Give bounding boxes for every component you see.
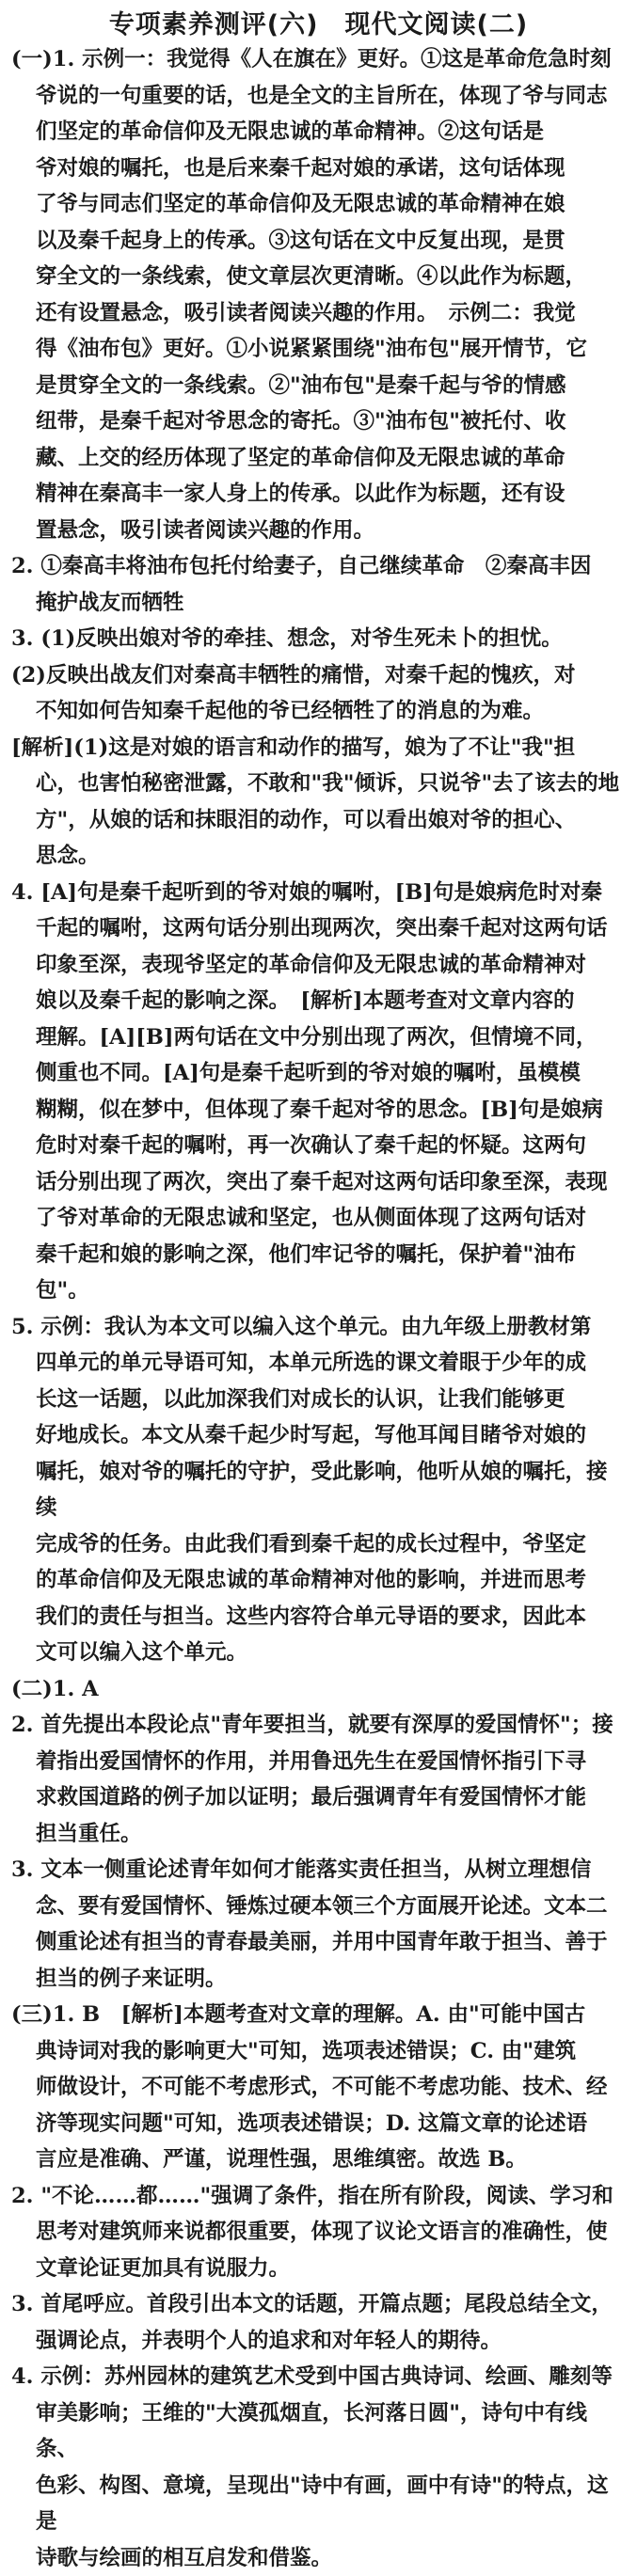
answer-line: 还有设置悬念，吸引读者阅读兴趣的作用。 示例二：我觉 (11, 295, 625, 332)
answer-line: (三)1. B [解析]本题考查对文章的理解。A. 由"可能中国古 (11, 1997, 625, 2033)
answer-block (11, 2286, 625, 2359)
answer-block (11, 548, 625, 621)
answer-line: 诗歌与绘画的相互启发和借鉴。 (11, 2540, 625, 2576)
answer-block (11, 2178, 625, 2287)
answer-line: 担当重任。 (11, 1816, 625, 1853)
answer-line: 嘱托，娘对爷的嘱托的守护，受此影响，他听从娘的嘱托，接续 (11, 1454, 625, 1526)
answer-line: 侧重也不同。[A]句是秦千起听到的爷对娘的嘱咐，虽模模 (11, 1055, 625, 1092)
answer-line: 印象至深，表现爷坚定的革命信仰及无限忠诚的革命精神对 (11, 947, 625, 984)
answer-line: 求救国道路的例子加以证明；最后强调青年有爱国情怀才能 (11, 1779, 625, 1816)
answer-line: 了爷对革命的无限忠诚和坚定，也从侧面体现了这两句话对 (11, 1200, 625, 1237)
answer-line: 的革命信仰及无限忠诚的革命精神对他的影响，并进而思考 (11, 1562, 625, 1599)
answer-line: (二)1. A (11, 1671, 625, 1708)
answer-line: 强调论点，并表明个人的追求和对年轻人的期待。 (11, 2323, 625, 2360)
answer-line: 话分别出现了两次，突出了秦千起对这两句话印象至深，表现 (11, 1164, 625, 1201)
answer-block (11, 730, 625, 875)
answer-line: 济等现实问题"可知，选项表述错误；D. 这篇文章的论述语 (11, 2106, 625, 2142)
answer-block (11, 1671, 625, 1708)
answer-block (11, 1707, 625, 1852)
answer-line: 担当的例子来证明。 (11, 1961, 625, 1998)
answer-line: 3. (1)反映出娘对爷的牵挂、想念，对爷生死未卜的担忧。 (11, 621, 625, 657)
answer-line: 千起的嘱咐，这两句话分别出现两次，突出秦千起对这两句话 (11, 910, 625, 947)
answer-line: 5. 示例：我认为本文可以编入这个单元。由九年级上册教材第 (11, 1309, 625, 1346)
answer-line: 糊糊，似在梦中，但体现了秦千起对爷的思念。[B]句是娘病 (11, 1092, 625, 1129)
answer-block (11, 41, 625, 548)
answer-block (11, 621, 625, 730)
answer-line: 审美影响；王维的"大漠孤烟直，长河落日圆"，诗句中有线条、 (11, 2395, 625, 2468)
answer-line: 理解。[A][B]两句话在文中分别出现了两次，但情境不同， (11, 1019, 625, 1056)
answer-line: 不知如何告知秦千起他的爷已经牺牲了的消息的为难。 (11, 693, 625, 730)
answer-line: 思考对建筑师来说都很重要，体现了议论文语言的准确性，使 (11, 2214, 625, 2251)
page-title: 专项素养测评(六) 现代文阅读(二) (0, 4, 637, 40)
answer-line: 秦千起和娘的影响之深，他们牢记爷的嘱托，保护着"油布包"。 (11, 1237, 625, 1309)
answer-line: 置悬念，吸引读者阅读兴趣的作用。 (11, 513, 625, 549)
answer-line: 穿全文的一条线索，使文章层次更清晰。④以此作为标题， (11, 259, 625, 295)
answer-line: 是贯穿全文的一条线索。②"油布包"是秦千起与爷的情感 (11, 368, 625, 404)
answer-line: 心，也害怕秘密泄露，不敢和"我"倾诉，只说爷"去了该去的地 (11, 766, 625, 802)
answer-line: 藏、上交的经历体现了坚定的革命信仰及无限忠诚的革命 (11, 440, 625, 477)
answer-line: 爷说的一句重要的话，也是全文的主旨所在，体现了爷与同志 (11, 78, 625, 115)
answer-block (11, 2359, 625, 2576)
answer-line: 2. "不论……都……"强调了条件，指在所有阶段，阅读、学习和 (11, 2178, 625, 2215)
answer-line: 3. 首尾呼应。首段引出本文的话题，开篇点题；尾段总结全文， (11, 2286, 625, 2323)
answer-line: 娘以及秦千起的影响之深。 [解析]本题考查对文章内容的 (11, 983, 625, 1019)
answer-content (11, 41, 625, 2576)
answer-line: 着指出爱国情怀的作用，并用鲁迅先生在爱国情怀指引下寻 (11, 1744, 625, 1780)
answer-block (11, 1309, 625, 1671)
answer-line: 典诗词对我的影响更大"可知，选项表述错误；C. 由"建筑 (11, 2033, 625, 2070)
answer-line: 了爷与同志们坚定的革命信仰及无限忠诚的革命精神在娘 (11, 186, 625, 223)
answer-line: 师做设计，不可能不考虑形式，不可能不考虑功能、技术、经 (11, 2069, 625, 2106)
answer-block (11, 875, 625, 1309)
answer-line: 文可以编入这个单元。 (11, 1635, 625, 1671)
answer-block (11, 1997, 625, 2178)
answer-line: (2)反映出战友们对秦高丰牺牲的痛惜，对秦千起的愧疚，对 (11, 657, 625, 694)
answer-line: 念、要有爱国情怀、锤炼过硬本领三个方面展开论述。文本二 (11, 1889, 625, 1925)
answer-line: [解析](1)这是对娘的语言和动作的描写，娘为了不让"我"担 (11, 730, 625, 766)
answer-line: 色彩、构图、意境，呈现出"诗中有画，画中有诗"的特点，这是 (11, 2468, 625, 2540)
answer-line: 完成爷的任务。由此我们看到秦千起的成长过程中，爷坚定 (11, 1526, 625, 1563)
answer-line: 精神在秦高丰一家人身上的传承。以此作为标题，还有设 (11, 476, 625, 513)
answer-line: (一)1. 示例一：我觉得《人在旗在》更好。①这是革命危急时刻 (11, 41, 625, 78)
answer-line: 我们的责任与担当。这些内容符合单元导语的要求，因此本 (11, 1599, 625, 1636)
answer-line: 四单元的单元导语可知，本单元所选的课文着眼于少年的成 (11, 1345, 625, 1382)
answer-block (11, 1852, 625, 1997)
answer-line: 危时对秦千起的嘱咐，再一次确认了秦千起的怀疑。这两句 (11, 1128, 625, 1164)
answer-line: 4. [A]句是秦千起听到的爷对娘的嘱咐，[B]句是娘病危时对秦 (11, 875, 625, 911)
answer-line: 文章论证更加具有说服力。 (11, 2251, 625, 2287)
answer-line: 长这一话题，以此加深我们对成长的认识，让我们能够更 (11, 1382, 625, 1418)
answer-line: 方"，从娘的话和抹眼泪的动作，可以看出娘对爷的担心、 (11, 802, 625, 839)
answer-line: 2. 首先提出本段论点"青年要担当，就要有深厚的爱国情怀"；接 (11, 1707, 625, 1744)
answer-line: 以及秦千起身上的传承。③这句话在文中反复出现，是贯 (11, 223, 625, 260)
answer-line: 2. ①秦高丰将油布包托付给妻子，自己继续革命 ②秦高丰因 (11, 548, 625, 585)
answer-line: 得《油布包》更好。①小说紧紧围绕"油布包"展开情节，它 (11, 331, 625, 368)
answer-line: 4. 示例：苏州园林的建筑艺术受到中国古典诗词、绘画、雕刻等 (11, 2359, 625, 2395)
answer-line: 纽带，是秦千起对爷思念的寄托。③"油布包"被托付、收 (11, 403, 625, 440)
answer-line: 们坚定的革命信仰及无限忠诚的革命精神。②这句话是 (11, 114, 625, 150)
answer-line: 思念。 (11, 838, 625, 875)
answer-line: 3. 文本一侧重论述青年如何才能落实责任担当，从树立理想信 (11, 1852, 625, 1889)
answer-line: 好地成长。本文从秦千起少时写起，写他耳闻目睹爷对娘的 (11, 1417, 625, 1454)
answer-line: 掩护战友而牺牲 (11, 585, 625, 622)
answer-line: 言应是准确、严谨，说理性强，思维缜密。故选 B。 (11, 2141, 625, 2178)
answer-line: 爷对娘的嘱托，也是后来秦千起对娘的承诺，这句话体现 (11, 150, 625, 187)
answer-line: 侧重论述有担当的青春最美丽，并用中国青年敢于担当、善于 (11, 1924, 625, 1961)
